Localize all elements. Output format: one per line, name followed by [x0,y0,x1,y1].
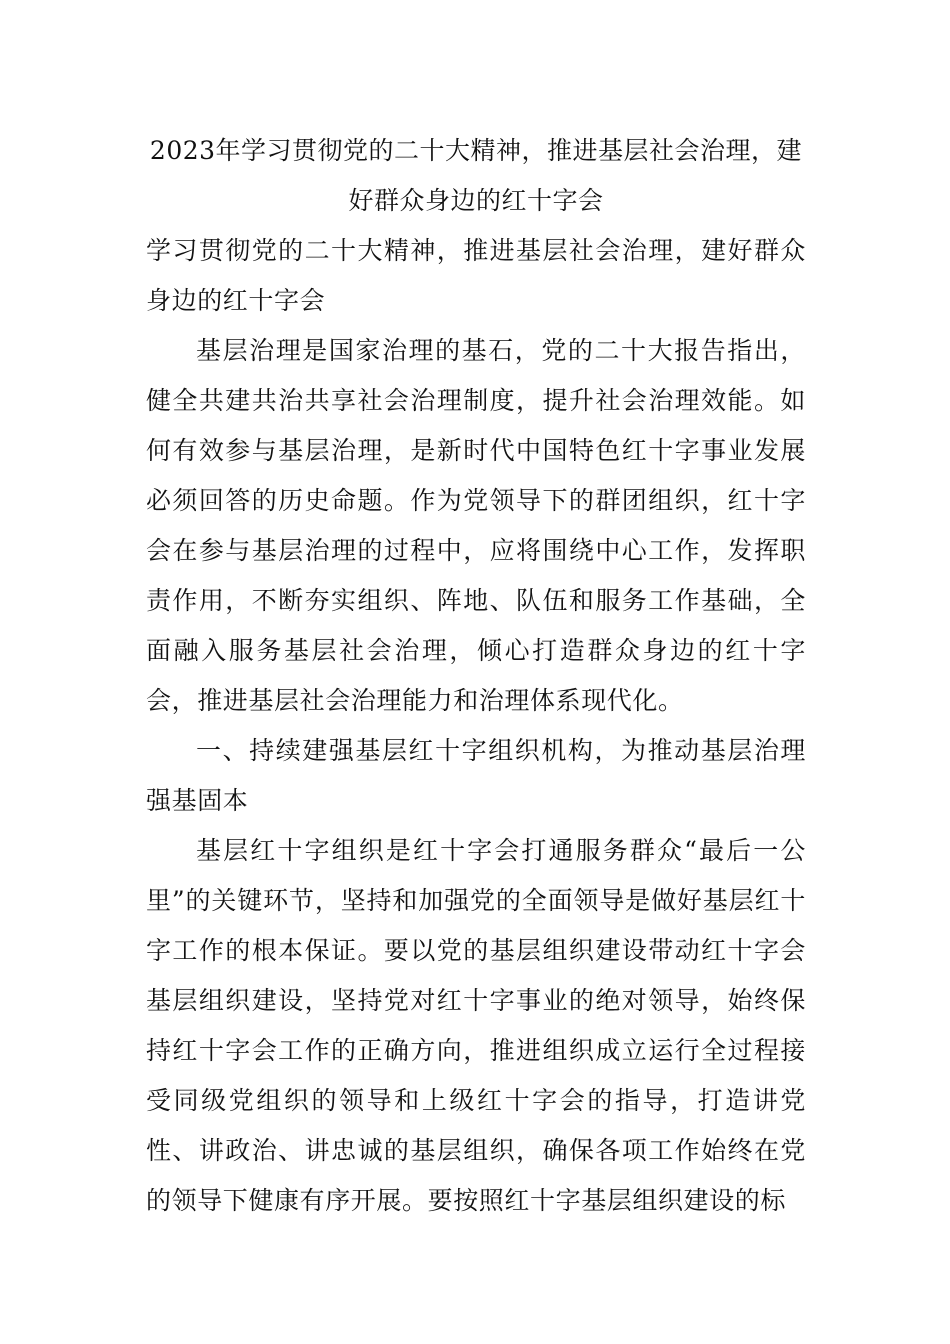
subtitle-paragraph: 学习贯彻党的二十大精神，推进基层社会治理，建好群众身边的红十字会 [146,236,806,315]
document-body [146,126,806,1226]
body-paragraph: 基层红十字组织是红十字会打通服务群众“最后一公里”的关键环节，坚持和加强党的全面领导是做好基层红十字工作的根本保证。要以党的基层组织建设带动红十字会基层组织建设，坚持党对红十字事业的绝对领导，始终保持红十字会工作的正确方向，推进组织成立运行全过程接受同级党组织的领导和上级红十字会的指导，打造讲党性、讲政治、讲忠诚的基层组织，确保各项工作始终在党的领导下健康有序开展。要按照红十字基层组织建设的标 [146,836,806,1215]
section-heading-1: 一、持续建强基层红十字组织机构，为推动基层治理强基固本 [146,736,806,815]
intro-paragraph: 基层治理是国家治理的基石，党的二十大报告指出，健全共建共治共享社会治理制度，提升社会治理效能。如何有效参与基层治理，是新时代中国特色红十字事业发展必须回答的历史命题。作为党领导下的群团组织，红十字会在参与基层治理的过程中，应将围绕中心工作，发挥职责作用，不断夯实组织、阵地、队伍和服务工作基础，全面融入服务基层社会治理，倾心打造群众身边的红十字会，推进基层社会治理能力和治理体系现代化。 [146,336,806,715]
document-title: 2023年学习贯彻党的二十大精神，推进基层社会治理，建好群众身边的红十字会 [149,136,803,215]
